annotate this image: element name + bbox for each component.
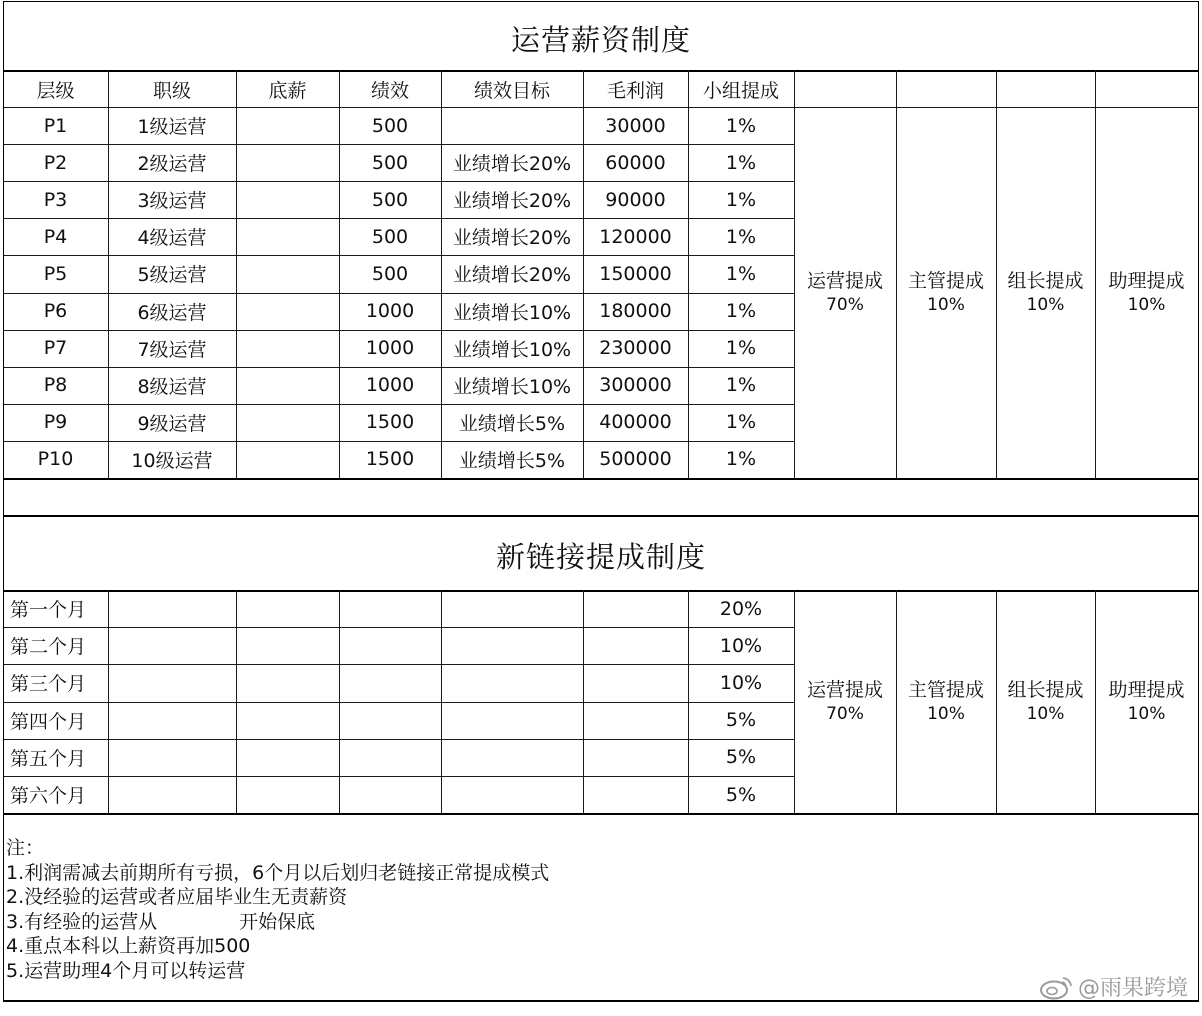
grid-line [3, 1, 4, 71]
commission-pct: 10% [1026, 703, 1065, 724]
salary-cell-group: 1% [725, 374, 757, 397]
link-month: 第三个月 [10, 673, 87, 696]
grid-line [3, 590, 4, 813]
header-level: 层级 [36, 79, 75, 102]
salary-cell-target: 业绩增长10% [452, 301, 572, 324]
link-month: 第六个月 [10, 785, 87, 808]
note-item: 5.运营助理4个月可以转运营 [6, 959, 246, 982]
salary-cell-target: 业绩增长20% [452, 264, 572, 287]
commission-pct: 10% [1026, 294, 1065, 315]
salary-title: 运营薪资制度 [510, 23, 691, 57]
weibo-icon [1038, 974, 1074, 1000]
salary-cell-profit: 150000 [599, 262, 672, 285]
salary-cell-rank: 6级运营 [137, 301, 207, 324]
commission-cell [1095, 107, 1198, 478]
commission-label: 运营提成 [806, 269, 883, 292]
salary-cell-target: 业绩增长20% [452, 190, 572, 213]
salary-cell-rank: 4级运营 [137, 227, 207, 250]
salary-cell-profit: 120000 [599, 225, 672, 248]
watermark-text: @雨果跨境 [1077, 976, 1188, 1001]
salary-cell-group: 1% [725, 411, 757, 434]
note-item: 3.有经验的运营从 开始保底 [6, 910, 316, 933]
commission-cell [896, 107, 996, 478]
salary-cell-target [441, 107, 583, 144]
salary-cell-perf: 1000 [365, 374, 415, 397]
header-target: 绩效目标 [473, 79, 550, 102]
salary-cell-perf: 1500 [365, 448, 415, 471]
note-item: 1.利润需减去前期所有亏损，6个月以后划归老链接正常提成模式 [6, 861, 550, 884]
salary-cell-perf: 500 [371, 188, 409, 211]
salary-cell-level: P2 [43, 151, 68, 174]
salary-cell-base [236, 255, 339, 292]
salary-cell-base [236, 367, 339, 404]
commission-pct: 70% [826, 294, 864, 315]
header-rank: 职级 [152, 79, 191, 102]
grid-line [3, 515, 4, 590]
commission-label: 运营提成 [806, 678, 883, 701]
salary-cell-profit: 230000 [599, 337, 672, 360]
commission-label: 主管提成 [907, 269, 984, 292]
salary-cell-perf: 500 [371, 151, 409, 174]
notes-heading: 注： [6, 837, 45, 859]
salary-cell-rank: 10级运营 [131, 449, 213, 472]
salary-cell-rank: 7级运营 [137, 338, 207, 361]
commission-pct: 70% [826, 703, 864, 724]
salary-cell-profit: 300000 [599, 374, 672, 397]
salary-cell-group: 1% [725, 114, 757, 137]
link-rate: 20% [719, 597, 763, 620]
header-base: 底薪 [268, 79, 307, 102]
salary-cell-base [236, 404, 339, 441]
commission-cell [896, 590, 996, 813]
grid-line [3, 739, 794, 740]
grid-line [3, 813, 4, 1000]
grid-line [3, 664, 794, 665]
header-group: 小组提成 [702, 79, 779, 102]
salary-cell-group: 1% [725, 262, 757, 285]
grid-line [339, 590, 340, 813]
link-rate: 5% [725, 783, 757, 806]
commission-cell [996, 590, 1095, 813]
link-rate: 5% [725, 746, 757, 769]
salary-cell-group: 1% [725, 151, 757, 174]
grid-line [3, 515, 1199, 517]
grid-line [1198, 70, 1199, 478]
grid-line [3, 702, 794, 703]
salary-cell-group: 1% [725, 448, 757, 471]
salary-cell-group: 1% [725, 188, 757, 211]
salary-cell-base [236, 441, 339, 478]
grid-line [3, 627, 794, 628]
salary-cell-profit: 90000 [605, 188, 666, 211]
salary-cell-base [236, 293, 339, 330]
link-month: 第五个月 [10, 747, 87, 770]
grid-line [3, 776, 794, 777]
salary-cell-target: 业绩增长5% [458, 449, 566, 472]
commission-pct: 10% [1127, 703, 1166, 724]
grid-line [1198, 1, 1199, 71]
link-month: 第四个月 [10, 710, 87, 733]
salary-cell-level: P7 [43, 337, 68, 360]
salary-cell-rank: 9级运营 [137, 412, 207, 435]
salary-cell-level: P10 [37, 448, 74, 471]
salary-cell-level: P5 [43, 262, 68, 285]
grid-line [1198, 813, 1199, 1000]
note-item: 2.没经验的运营或者应届毕业生无责薪资 [6, 886, 348, 908]
commission-cell [794, 107, 896, 478]
header-perf: 绩效 [370, 79, 409, 102]
salary-cell-profit: 180000 [599, 300, 672, 323]
grid-line [3, 478, 1199, 480]
salary-cell-profit: 30000 [605, 114, 666, 137]
link-rate: 10% [719, 634, 763, 657]
salary-cell-level: P4 [43, 225, 68, 248]
salary-cell-profit: 500000 [599, 448, 672, 471]
grid-line [583, 590, 584, 813]
note-item: 4.重点本科以上薪资再加500 [6, 935, 251, 957]
salary-cell-perf: 500 [371, 262, 409, 285]
salary-cell-base [236, 218, 339, 255]
commission-cell [1095, 590, 1198, 813]
salary-cell-level: P3 [43, 188, 68, 211]
salary-cell-level: P6 [43, 300, 68, 323]
salary-cell-group: 1% [725, 225, 757, 248]
grid-line [1198, 478, 1199, 515]
salary-cell-target: 业绩增长5% [458, 412, 566, 435]
salary-cell-base [236, 181, 339, 218]
commission-label: 助理提成 [1108, 269, 1185, 292]
salary-cell-target: 业绩增长10% [452, 375, 572, 398]
link-month: 第一个月 [10, 599, 87, 622]
commission-label: 组长提成 [1007, 678, 1084, 701]
salary-cell-perf: 500 [371, 114, 409, 137]
salary-cell-target: 业绩增长20% [452, 153, 572, 176]
grid-line [108, 590, 109, 813]
header-profit: 毛利润 [606, 79, 664, 102]
salary-cell-group: 1% [725, 337, 757, 360]
salary-cell-base [236, 144, 339, 181]
salary-cell-perf: 500 [371, 225, 409, 248]
commission-pct: 10% [927, 703, 965, 724]
commission-cell [996, 107, 1095, 478]
watermark [1038, 971, 1188, 1002]
salary-cell-base [236, 330, 339, 367]
grid-line [3, 813, 1199, 815]
salary-cell-perf: 1500 [365, 411, 415, 434]
salary-cell-rank: 3级运营 [137, 190, 207, 213]
grid-line [3, 1, 1199, 2]
salary-cell-target: 业绩增长10% [452, 338, 572, 361]
salary-cell-perf: 1000 [365, 337, 415, 360]
salary-cell-level: P1 [43, 114, 68, 137]
link-title: 新链接提成制度 [495, 540, 706, 574]
commission-label: 主管提成 [907, 678, 984, 701]
link-rate: 10% [719, 671, 763, 694]
link-rate: 5% [725, 709, 757, 732]
grid-line [3, 478, 4, 515]
salary-cell-level: P8 [43, 374, 68, 397]
commission-pct: 10% [927, 294, 965, 315]
notes [6, 836, 549, 983]
grid-line [3, 1000, 1199, 1002]
salary-cell-level: P9 [43, 411, 68, 434]
salary-cell-profit: 60000 [605, 151, 666, 174]
grid-line [1198, 515, 1199, 590]
commission-cell [794, 590, 896, 813]
link-month: 第二个月 [10, 636, 87, 659]
salary-cell-profit: 400000 [599, 411, 672, 434]
salary-cell-rank: 2级运营 [137, 153, 207, 176]
grid-line [236, 590, 237, 813]
commission-pct: 10% [1127, 294, 1166, 315]
salary-cell-rank: 8级运营 [137, 375, 207, 398]
salary-cell-rank: 1级运营 [137, 116, 207, 139]
salary-cell-base [236, 107, 339, 144]
grid-line [441, 590, 442, 813]
salary-cell-group: 1% [725, 300, 757, 323]
salary-cell-target: 业绩增长20% [452, 227, 572, 250]
grid-line [1198, 590, 1199, 813]
commission-label: 助理提成 [1108, 678, 1185, 701]
salary-cell-perf: 1000 [365, 300, 415, 323]
salary-cell-rank: 5级运营 [137, 264, 207, 287]
commission-label: 组长提成 [1007, 269, 1084, 292]
